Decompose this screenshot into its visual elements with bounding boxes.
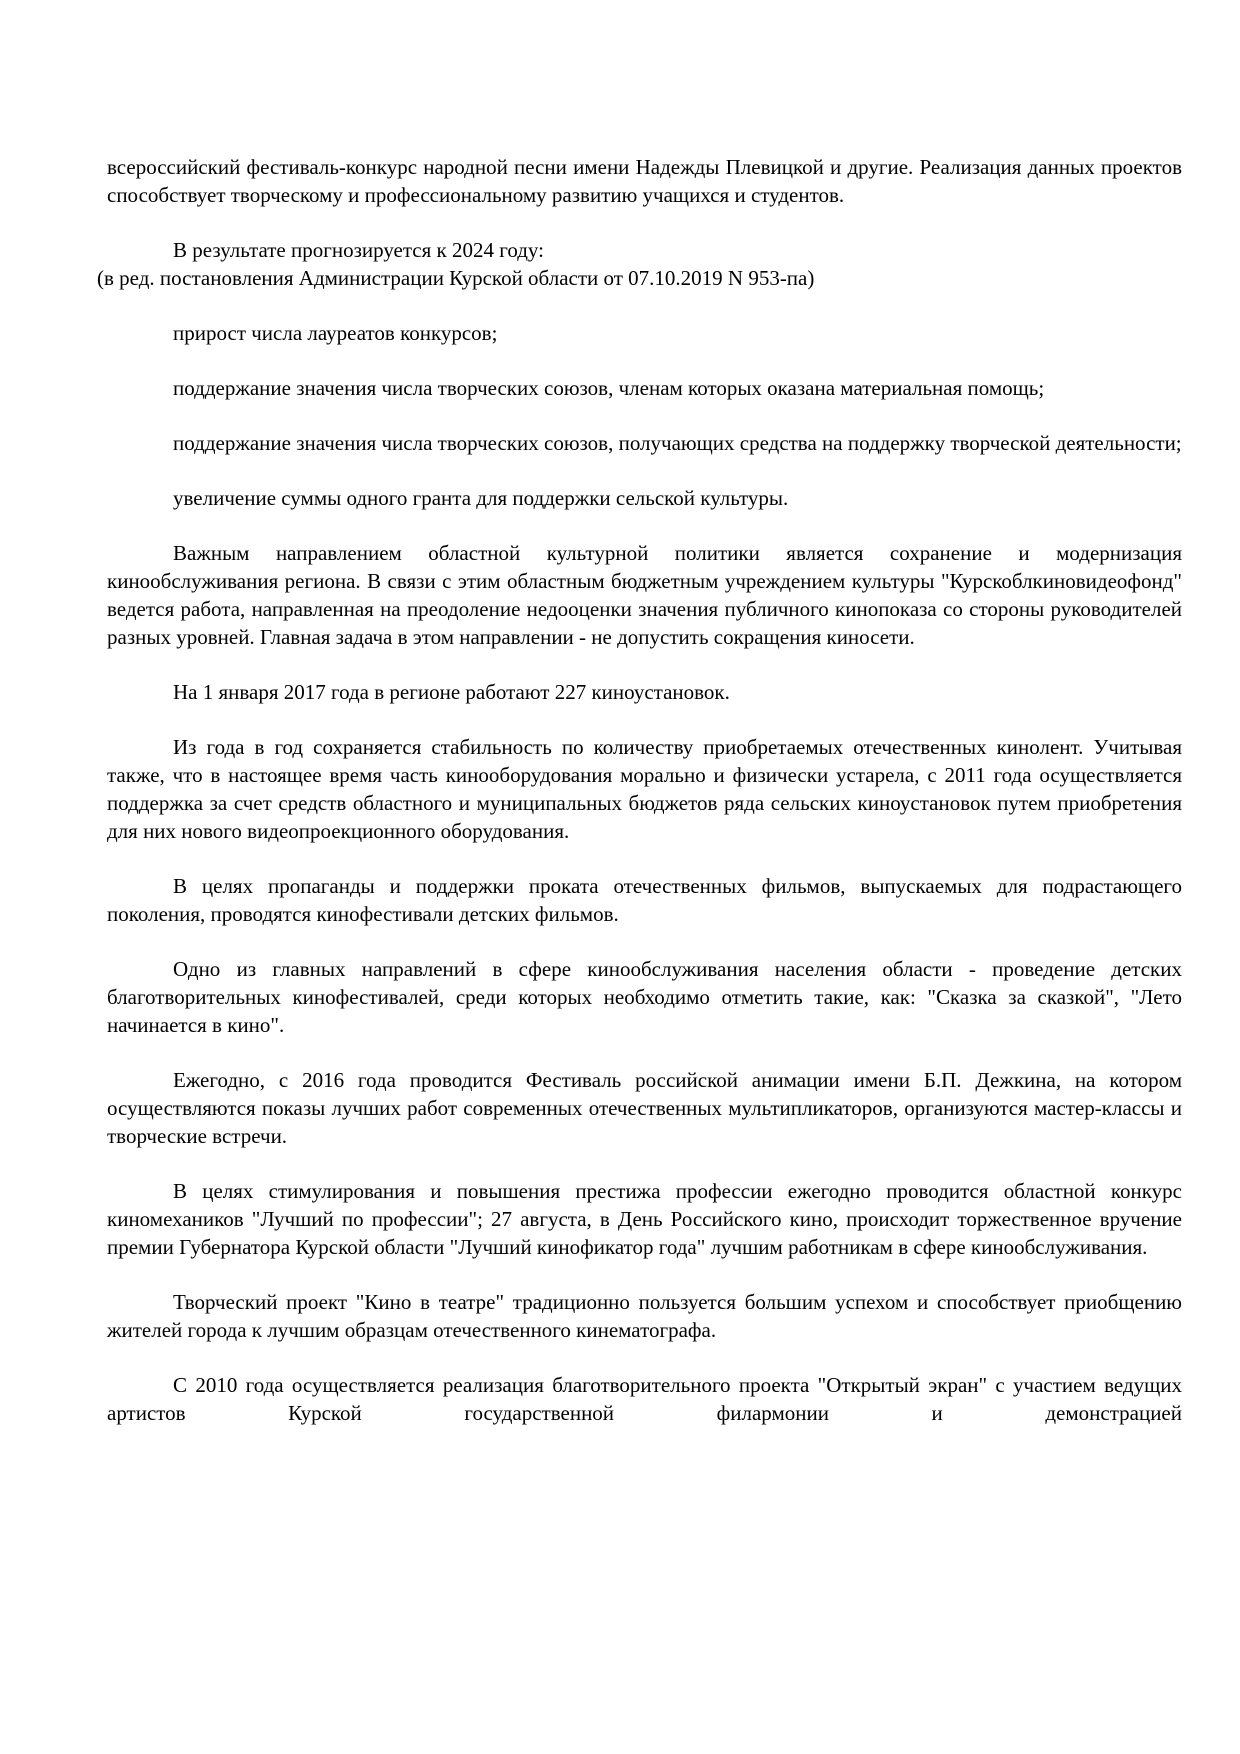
paragraph-dezhkin-animation-festival: Ежегодно, с 2016 года проводится Фестиваль российской анимации имени Б.П. Дежкина, на котором осуществляются показы лучших работ современных отечественных мультипликаторов, организуются мастер-классы и творческие встречи. (107, 1068, 1182, 1148)
paragraph-profession-contest: В целях стимулирования и повышения престижа профессии ежегодно проводится областной конкурс киномехаников "Лучший по профессии"; 27 августа, в День Российского кино, происходит торжественное вручение премии Губернатора Курской области "Лучший кинофикатор года" лучшим работникам в сфере кинообслуживания. (107, 1179, 1182, 1259)
target-grant-increase: увеличение суммы одного гранта для поддержки сельской культуры. (173, 486, 789, 510)
paragraph-cinema-in-theatre-project: Творческий проект "Кино в театре" традиционно пользуется большим успехом и способствует приобщению жителей города к лучшим образцам отечественного кинематографа. (107, 1290, 1182, 1342)
paragraph-cinema-service-policy: Важным направлением областной культурной политики является сохранение и модернизация кинообслуживания региона. В связи с этим областным бюджетным учреждением культуры "Курскоблкиновидеофонд" ведется работа, направленная на преодоление недооценки значения публичного кинопоказа со стороны руководителей разных уровней. Главная задача в этом направлении - не допустить сокращения киносети. (107, 541, 1182, 649)
paragraph-festival-continuation: всероссийский фестиваль-конкурс народной песни имени Надежды Плевицкой и другие. Реализация данных проектов способствует творческому и профессиональному развитию учащихся и студентов. (107, 155, 1182, 207)
amendment-note: (в ред. постановления Администрации Курской области от 07.10.2019 N 953-па) (97, 266, 815, 290)
target-laureates-growth: прирост числа лауреатов конкурсов; (173, 321, 498, 345)
target-unions-funding: поддержание значения числа творческих союзов, получающих средства на поддержку творческой деятельности; (173, 431, 1182, 455)
paragraph-cinema-units-2017: На 1 января 2017 года в регионе работают 227 киноустановок. (173, 680, 730, 704)
paragraph-forecast-2024-intro: В результате прогнозируется к 2024 году: (173, 238, 544, 262)
document-page (97, 153, 1182, 1454)
paragraph-children-film-festivals: В целях пропаганды и поддержки проката отечественных фильмов, выпускаемых для подрастающего поколения, проводятся кинофестивали детских фильмов. (107, 874, 1182, 926)
paragraph-charity-festivals: Одно из главных направлений в сфере кинообслуживания населения области - проведение детских благотворительных кинофестивалей, среди которых необходимо отметить такие, как: "Сказка за сказкой", "Лето начинается в кино". (107, 957, 1182, 1037)
paragraph-film-acquisition-stability: Из года в год сохраняется стабильность по количеству приобретаемых отечественных кинолент. Учитывая также, что в настоящее время часть кинооборудования морально и физически устарела, с 2011 года осуществляется поддержка за счет средств областного и муниципальных бюджетов ряда сельских киноустановок путем приобретения для них нового видеопроекционного оборудования. (107, 735, 1182, 843)
target-unions-material-aid: поддержание значения числа творческих союзов, членам которых оказана материальная помощь; (173, 376, 1045, 400)
paragraph-open-screen-project: С 2010 года осуществляется реализация благотворительного проекта "Открытый экран" с участием ведущих артистов Курской государственной филармонии и демонстрацией (107, 1373, 1182, 1425)
